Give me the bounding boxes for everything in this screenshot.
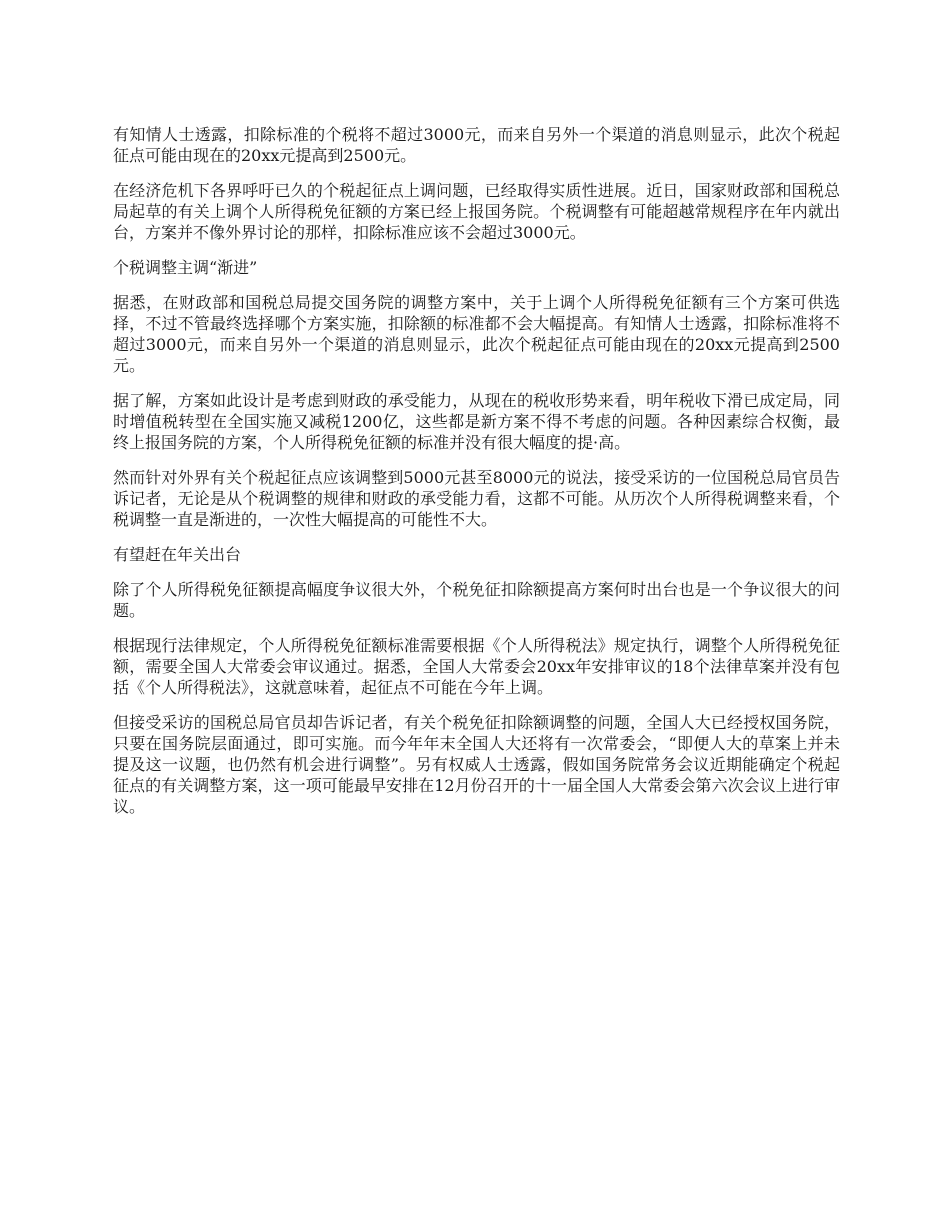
paragraph-authorization: 但接受采访的国税总局官员却告诉记者，有关个税免征扣除额调整的问题，全国人大已经授权国务院，只要在国务院层面通过，即可实施。而今年年末全国人大还将有一次常委会，“即便人大的草案上并未提及这一议题，也仍然有机会进行调整”。另有权威人士透露，假如国务院常务会议近期能确定个税起征点的有关调整方案，这一项可能最早安排在12月份召开的十一届全国人大常委会第六次会议上进行审议。 <box>113 713 840 816</box>
section-heading-gradual: 个税调整主调“渐进” <box>113 258 258 277</box>
paragraph-fiscal-capacity: 据了解，方案如此设计是考虑到财政的承受能力，从现在的税收形势来看，明年税收下滑已成定局，同时增值税转型在全国实施又减税1200亿，这些都是新方案不得不考虑的问题。各种因素综合权衡，最终上报国务院的方案，个人所得税免征额的标准并没有很大幅度的提·高。 <box>113 391 840 452</box>
paragraph-timing-dispute: 除了个人所得税免征额提高幅度争议很大外，个税免征扣除额提高方案何时出台也是一个争议很大的问题。 <box>113 580 840 620</box>
paragraph-three-plans: 据悉，在财政部和国税总局提交国务院的调整方案中，关于上调个人所得税免征额有三个方案可供选择，不过不管最终选择哪个方案实施，扣除额的标准都不会大幅提高。有知情人士透露，扣除标准将不超过3000元，而来自另外一个渠道的消息则显示，此次个税起征点可能由现在的20xx元提高到2500元。 <box>113 293 840 375</box>
paragraph-official-view: 然而针对外界有关个税起征点应该调整到5000元甚至8000元的说法，接受采访的一位国税总局官员告诉记者，无论是从个税调整的规律和财政的承受能力看，这都不可能。从历次个人所得税调整来看，个税调整一直是渐进的，一次性大幅提高的可能性不大。 <box>113 468 840 529</box>
section-heading-year-end: 有望赶在年关出台 <box>113 545 242 564</box>
paragraph-intro: 有知情人士透露，扣除标准的个税将不超过3000元，而来自另外一个渠道的消息则显示，此次个税起征点可能由现在的20xx元提高到2500元。 <box>113 125 840 165</box>
document-page <box>113 124 840 831</box>
paragraph-legal-requirement: 根据现行法律规定，个人所得税免征额标准需要根据《个人所得税法》规定执行，调整个人所得税免征额，需要全国人大常委会审议通过。据悉，全国人大常委会20xx年安排审议的18个法律草案并没有包括《个人所得税法》，这就意味着，起征点不可能在今年上调。 <box>113 636 840 697</box>
paragraph-progress: 在经济危机下各界呼吁已久的个税起征点上调问题，已经取得实质性进展。近日，国家财政部和国税总局起草的有关上调个人所得税免征额的方案已经上报国务院。个税调整有可能超越常规程序在年内就出台，方案并不像外界讨论的那样，扣除标准应该不会超过3000元。 <box>113 181 840 242</box>
